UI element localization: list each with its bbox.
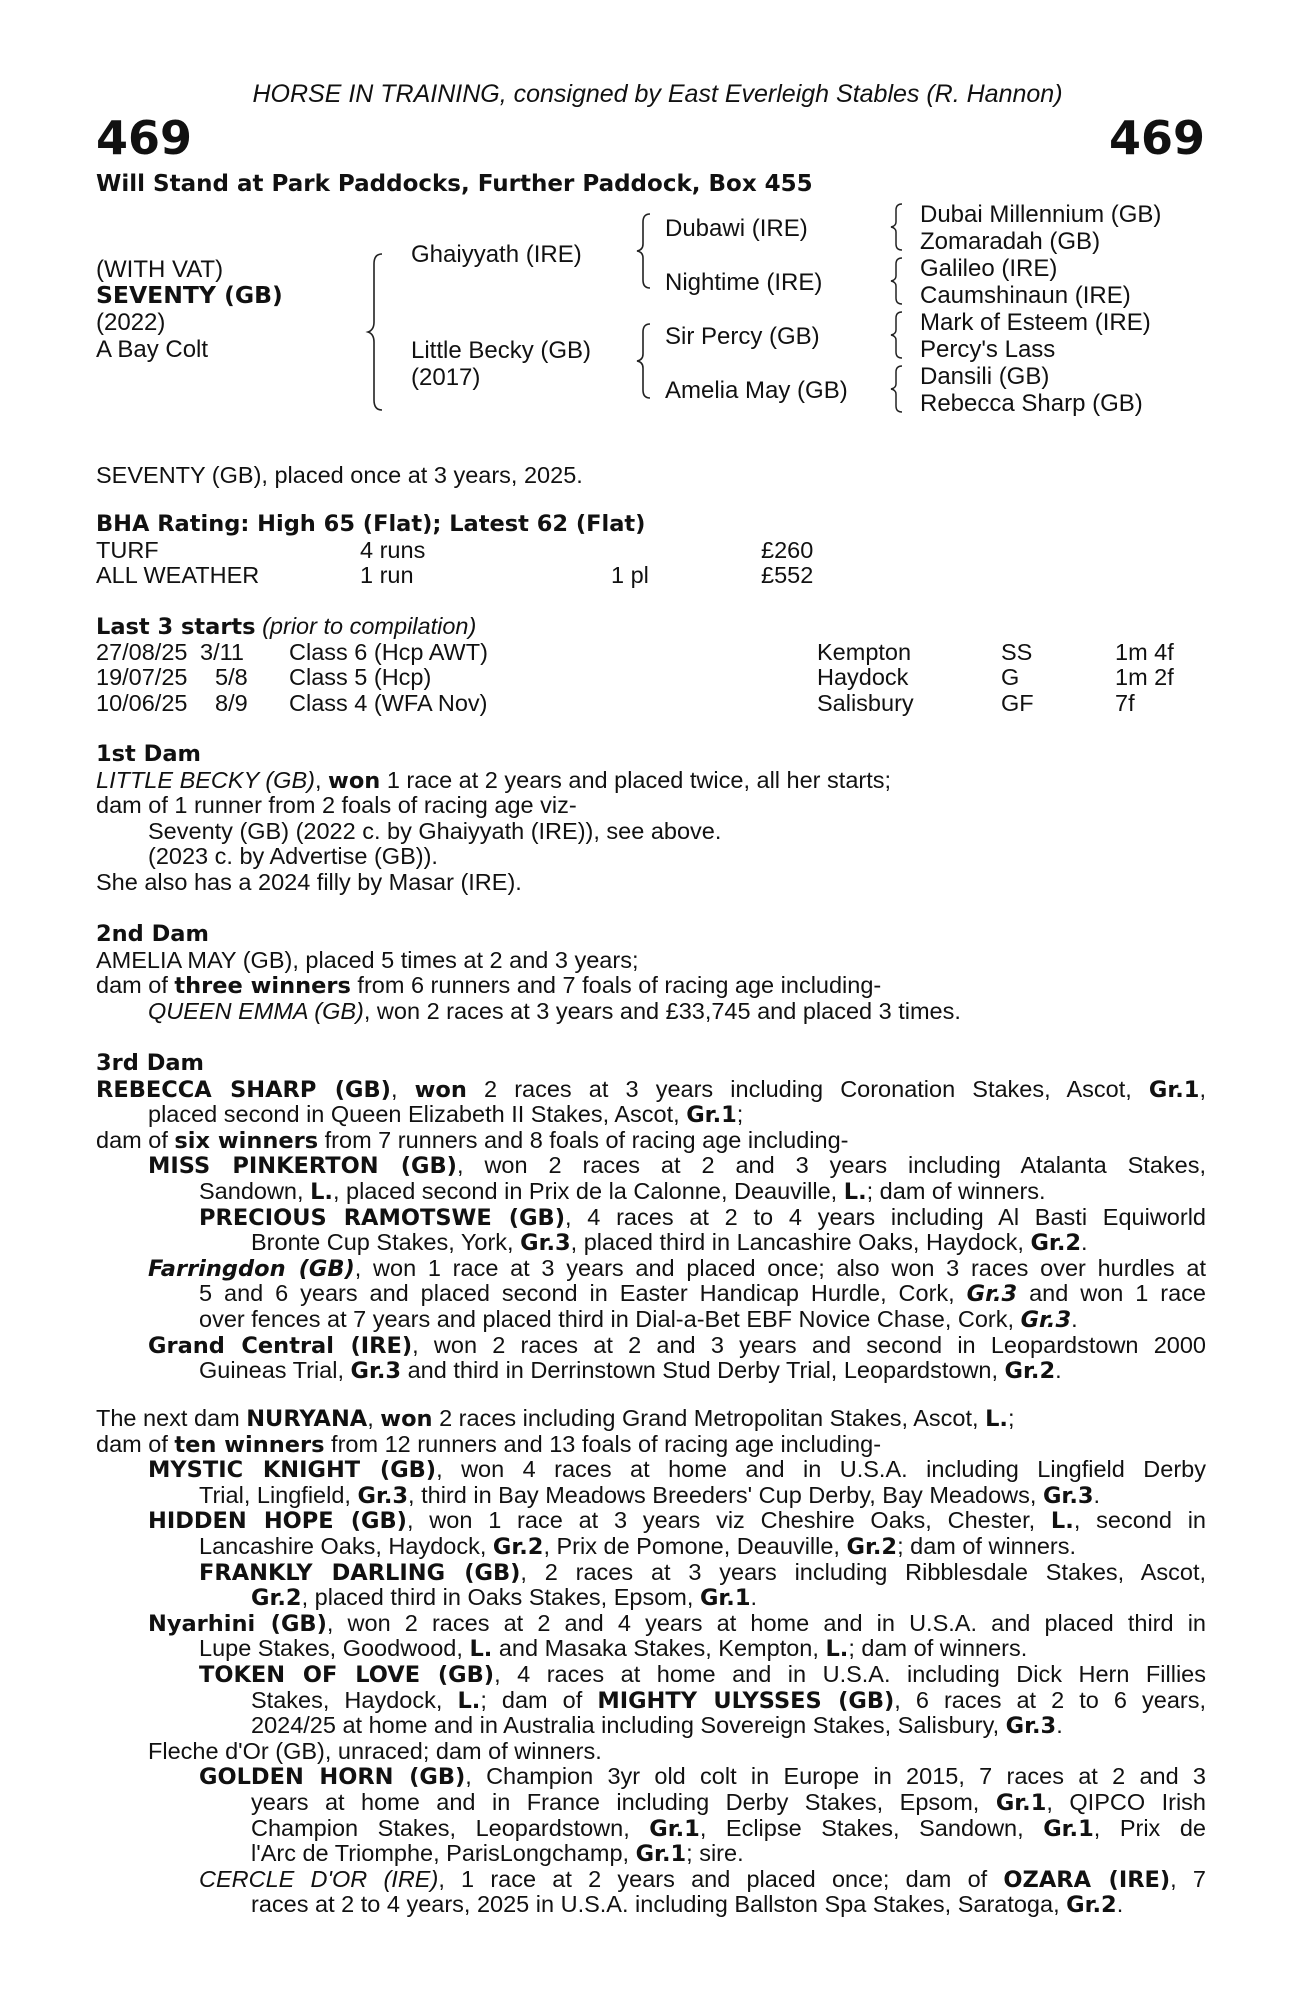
next-dam-line: Lupe Stakes, Goodwood, L. and Masaka Stakes, Kempton, L.; dam of winners.	[199, 1635, 1028, 1663]
next-dam-line: Champion Stakes, Leopardstown, Gr.1, Eclipse Stakes, Sandown, Gr.1, Prix de	[251, 1815, 1206, 1842]
pedigree-brace-g78	[890, 364, 906, 414]
next-dam-line: The next dam NURYANA, won 2 races including Grand Metropolitan Stakes, Ascot, L.;	[96, 1405, 1015, 1432]
second-dam-title: 2nd Dam	[96, 921, 209, 947]
first-dam-line: LITTLE BECKY (GB), won 1 race at 2 years and placed twice, all her starts;	[96, 766, 892, 794]
vat-note: (WITH VAT)	[96, 256, 224, 283]
rating-surface: ALL WEATHER	[96, 562, 260, 589]
next-dam-line: CERCLE D'OR (IRE), 1 race at 2 years and placed once; dam of OZARA (IRE), 7	[199, 1866, 1206, 1893]
pedigree-brace-g56	[890, 310, 906, 360]
next-dam-line: races at 2 to 4 years, 2025 in U.S.A. including Ballston Spa Stakes, Saratoga, Gr.2.	[251, 1891, 1124, 1919]
pedigree-gen3-5: Mark of Esteem (IRE)	[920, 309, 1151, 336]
pedigree-brace-g34	[890, 256, 906, 306]
pedigree-gen3-3: Galileo (IRE)	[920, 255, 1058, 282]
next-dam-line: dam of ten winners from 12 runners and 13 foals of racing age including-	[96, 1430, 882, 1458]
start-row: 27/08/25 3/11 Class 6 (Hcp AWT) Kempton SS 1m 4f	[96, 638, 1174, 665]
rating-prize: £260	[761, 536, 814, 563]
third-dam-line: Farringdon (GB), won 1 race at 3 years and placed once; also won 3 races over hurdles at	[148, 1255, 1206, 1282]
next-dam-section	[96, 1406, 1206, 1918]
third-dam-line: over fences at 7 years and placed third in Dial-a-Bet EBF Novice Chase, Cork, Gr.3.	[199, 1305, 1078, 1333]
rating-title: BHA Rating: High 65 (Flat); Latest 62 (Flat)	[96, 511, 646, 537]
third-dam-line: Guineas Trial, Gr.3 and third in Derrinstown Stud Derby Trial, Leopardstown, Gr.2.	[199, 1357, 1062, 1385]
second-dam-line: AMELIA MAY (GB), placed 5 times at 2 and 3 years;	[96, 946, 639, 973]
next-dam-line: TOKEN OF LOVE (GB), 4 races at home and in U.S.A. including Dick Hern Fillies	[199, 1661, 1206, 1688]
rating-runs: 1 run	[360, 562, 414, 589]
next-dam-line: Gr.2, placed third in Oaks Stakes, Epsom, Gr.1.	[251, 1584, 758, 1612]
pedigree-sire-dam: Nightime (IRE)	[665, 269, 823, 296]
pedigree-dam-year: (2017)	[411, 364, 481, 391]
third-dam-title: 3rd Dam	[96, 1050, 204, 1076]
rating-surface: TURF	[96, 536, 159, 563]
next-dam-line: GOLDEN HORN (GB), Champion 3yr old colt in Europe in 2015, 7 races at 2 and 3	[199, 1764, 1206, 1790]
next-dam-line: 2024/25 at home and in Australia including Sovereign Stakes, Salisbury, Gr.3.	[251, 1712, 1063, 1740]
rating-row-turf	[96, 538, 1206, 564]
next-dam-line: HIDDEN HOPE (GB), won 1 race at 3 years viz Cheshire Oaks, Chester, L., second in	[148, 1508, 1206, 1534]
second-dam-section	[96, 922, 1206, 1024]
pedigree-dam-dam: Amelia May (GB)	[665, 377, 848, 404]
stable-location: Will Stand at Park Paddocks, Further Paddock, Box 455	[96, 171, 813, 197]
first-dam-line: (2023 c. by Advertise (GB)).	[148, 843, 438, 870]
third-dam-line: Bronte Cup Stakes, York, Gr.3, placed third in Lancashire Oaks, Haydock, Gr.2.	[251, 1229, 1088, 1257]
next-dam-line: years at home and in France including Derby Stakes, Epsom, Gr.1, QIPCO Irish	[251, 1789, 1206, 1816]
rating-runs: 4 runs	[360, 536, 426, 563]
pedigree-gen3-2: Zomaradah (GB)	[920, 228, 1101, 255]
pedigree-gen3-1: Dubai Millennium (GB)	[920, 201, 1162, 228]
next-dam-line: Trial, Lingfield, Gr.3, third in Bay Meadows Breeders' Cup Derby, Bay Meadows, Gr.3.	[199, 1481, 1101, 1509]
pedigree-brace-main	[368, 252, 388, 412]
pedigree-brace-sire	[636, 212, 656, 290]
next-dam-line: MYSTIC KNIGHT (GB), won 4 races at home and in U.S.A. including Lingfield Derby	[148, 1457, 1206, 1483]
third-dam-line: placed second in Queen Elizabeth II Stakes, Ascot, Gr.1;	[148, 1101, 744, 1129]
third-dam-line: Sandown, L., placed second in Prix de la Calonne, Deauville, L.; dam of winners.	[199, 1177, 1046, 1205]
first-dam-line: She also has a 2024 filly by Masar (IRE).	[96, 868, 522, 895]
next-dam-line: Fleche d'Or (GB), unraced; dam of winners.	[148, 1737, 602, 1764]
lot-number-right: 469	[1108, 111, 1205, 165]
horse-name: SEVENTY (GB)	[96, 281, 283, 309]
next-dam-line: Stakes, Haydock, L.; dam of MIGHTY ULYSSES (GB), 6 races at 2 to 6 years,	[251, 1687, 1206, 1714]
last-starts-section	[96, 614, 1206, 716]
horse-description: A Bay Colt	[96, 336, 209, 363]
pedigree-sire: Ghaiyyath (IRE)	[411, 241, 582, 268]
first-dam-line: dam of 1 runner from 2 foals of racing age viz-	[96, 792, 577, 819]
pedigree-gen3-6: Percy's Lass	[920, 336, 1056, 363]
first-dam-section	[96, 742, 1206, 896]
next-dam-line: l'Arc de Triomphe, ParisLongchamp, Gr.1; sire.	[251, 1840, 744, 1868]
pedigree-sire-sire: Dubawi (IRE)	[665, 215, 808, 242]
lot-number-left: 469	[96, 111, 193, 165]
rating-placed: 1 pl	[611, 562, 649, 589]
third-dam-line: 5 and 6 years and placed second in Easter Handicap Hurdle, Cork, Gr.3 and won 1 race	[199, 1281, 1206, 1307]
pedigree-dam-sire: Sir Percy (GB)	[665, 323, 820, 350]
second-dam-line: dam of three winners from 6 runners and 7 foals of racing age including-	[96, 972, 882, 1000]
horse-year: (2022)	[96, 309, 166, 336]
pedigree-dam: Little Becky (GB)	[411, 337, 592, 364]
rating-row-aw	[96, 563, 1206, 589]
consignment-header: HORSE IN TRAINING, consigned by East Everleigh Stables (R. Hannon)	[252, 80, 1063, 108]
pedigree-gen3-4: Caumshinaun (IRE)	[920, 282, 1131, 309]
rating-section	[96, 512, 1206, 589]
pedigree-brace-g12	[890, 202, 906, 252]
start-row: 19/07/25 5/8 Class 5 (Hcp) Haydock G 1m 2f	[96, 664, 1174, 691]
third-dam-line: dam of six winners from 7 runners and 8 foals of racing age including-	[96, 1126, 849, 1154]
next-dam-line: Lancashire Oaks, Haydock, Gr.2, Prix de Pomone, Deauville, Gr.2; dam of winners.	[199, 1532, 1076, 1560]
second-dam-line: QUEEN EMMA (GB), won 2 races at 3 years and £33,745 and placed 3 times.	[148, 997, 961, 1024]
third-dam-line: MISS PINKERTON (GB), won 2 races at 2 and 3 years including Atalanta Stakes,	[148, 1153, 1206, 1179]
third-dam-section	[96, 1051, 1206, 1384]
pedigree-gen3-8: Rebecca Sharp (GB)	[920, 390, 1143, 417]
first-dam-title: 1st Dam	[96, 741, 201, 767]
last-starts-heading: Last 3 starts (prior to compilation)	[96, 613, 477, 640]
start-row: 10/06/25 8/9 Class 4 (WFA Nov) Salisbury GF 7f	[96, 689, 1135, 716]
next-dam-line: FRANKLY DARLING (GB), 2 races at 3 years including Ribblesdale Stakes, Ascot,	[199, 1559, 1206, 1586]
next-dam-line: Nyarhini (GB), won 2 races at 2 and 4 years at home and in U.S.A. and placed third in	[148, 1610, 1206, 1637]
pedigree-brace-dam	[636, 322, 656, 400]
pedigree-gen3-7: Dansili (GB)	[920, 363, 1050, 390]
rating-prize: £552	[761, 562, 814, 589]
first-dam-line: Seventy (GB) (2022 c. by Ghaiyyath (IRE)), see above.	[148, 817, 722, 844]
third-dam-line: PRECIOUS RAMOTSWE (GB), 4 races at 2 to 4 years including Al Basti Equiworld	[199, 1204, 1206, 1231]
third-dam-line: REBECCA SHARP (GB), won 2 races at 3 years including Coronation Stakes, Ascot, Gr.1,	[96, 1076, 1206, 1103]
third-dam-line: Grand Central (IRE), won 2 races at 2 and 3 years and second in Leopardstown 2000	[148, 1332, 1206, 1359]
summary-line: SEVENTY (GB), placed once at 3 years, 2025.	[96, 462, 583, 488]
